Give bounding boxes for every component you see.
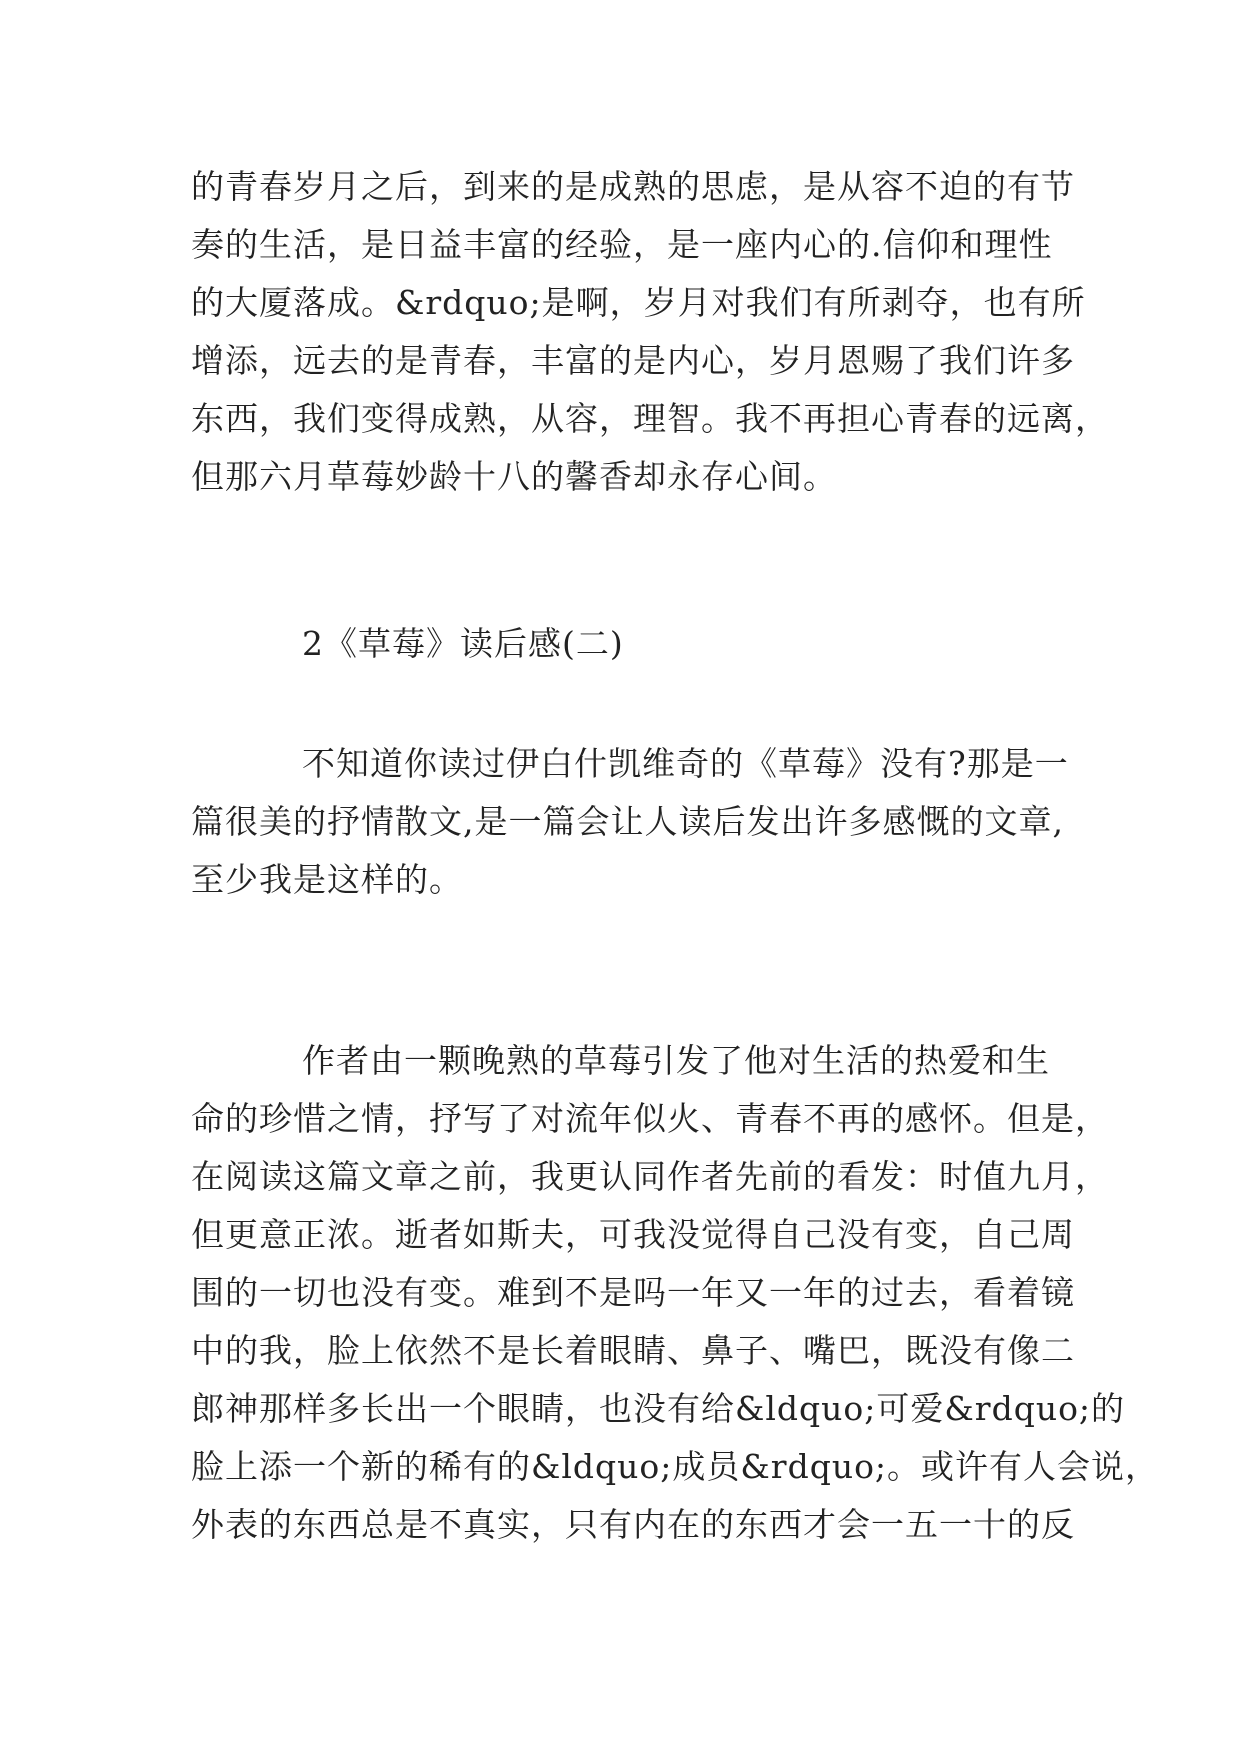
paragraph-1-line-3: 的大厦落成。&rdquo;是啊，岁月对我们有所剥夺，也有所: [191, 283, 1086, 322]
section-heading: 2《草莓》读后感(二): [302, 624, 624, 663]
paragraph-3-line-3: 在阅读这篇文章之前，我更认同作者先前的看发：时值九月，: [191, 1157, 1109, 1196]
paragraph-3-line-9: 外表的东西总是不真实，只有内在的东西才会一五一十的反: [191, 1505, 1075, 1544]
paragraph-1-line-4: 增添，远去的是青春，丰富的是内心，岁月恩赐了我们许多: [191, 341, 1075, 380]
paragraph-2-line-2: 篇很美的抒情散文,是一篇会让人读后发出许多感慨的文章,: [191, 802, 1064, 841]
paragraph-1-line-2: 奏的生活，是日益丰富的经验，是一座内心的.信仰和理性: [191, 225, 1053, 264]
paragraph-3-line-6: 中的我，脸上依然不是长着眼睛、鼻子、嘴巴，既没有像二: [191, 1331, 1075, 1370]
paragraph-1-line-6: 但那六月草莓妙龄十八的馨香却永存心间。: [191, 457, 837, 496]
paragraph-3-line-7: 郎神那样多长出一个眼睛，也没有给&ldquo;可爱&rdquo;的: [191, 1389, 1126, 1428]
paragraph-3-line-2: 命的珍惜之情，抒写了对流年似火、青春不再的感怀。但是，: [191, 1099, 1109, 1138]
paragraph-2-line-3: 至少我是这样的。: [191, 860, 463, 899]
paragraph-1-line-5: 东西，我们变得成熟，从容，理智。我不再担心青春的远离，: [191, 399, 1109, 438]
paragraph-3-line-4: 但更意正浓。逝者如斯夫，可我没觉得自己没有变，自己周: [191, 1215, 1075, 1254]
paragraph-3-line-5: 围的一切也没有变。难到不是吗一年又一年的过去，看着镜: [191, 1273, 1075, 1312]
paragraph-3-line-8: 脸上添一个新的稀有的&ldquo;成员&rdquo;。或许有人会说，: [191, 1447, 1160, 1486]
paragraph-1-line-1: 的青春岁月之后，到来的是成熟的思虑，是从容不迫的有节: [191, 167, 1075, 206]
paragraph-2-line-1: 不知道你读过伊白什凯维奇的《草莓》没有?那是一: [302, 744, 1069, 783]
paragraph-3-line-1: 作者由一颗晚熟的草莓引发了他对生活的热爱和生: [302, 1041, 1050, 1080]
